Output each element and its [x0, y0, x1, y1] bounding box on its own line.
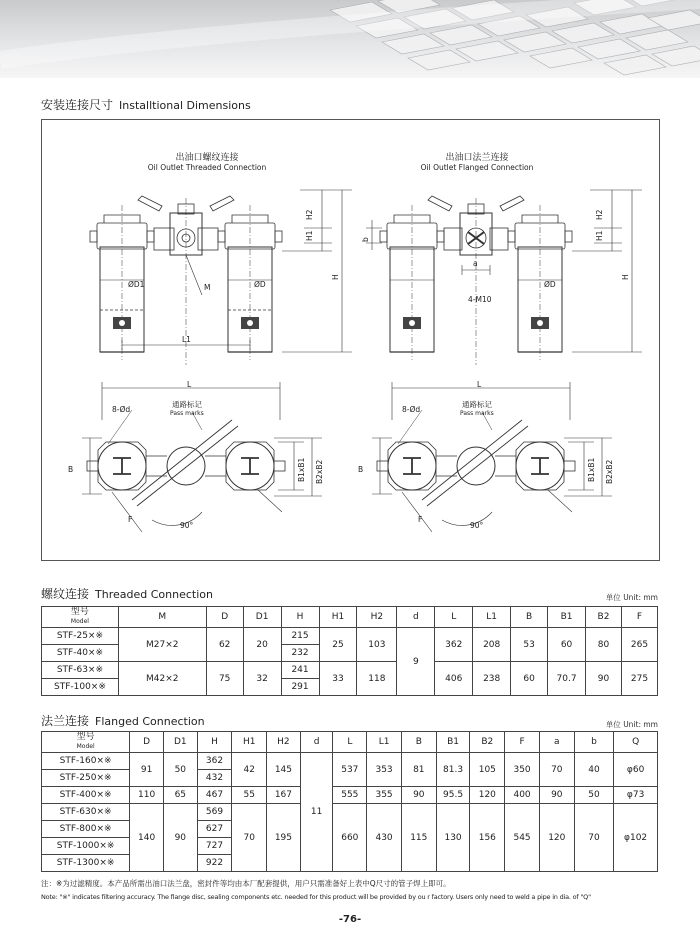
- flanged-unit: 单位 Unit: mm: [605, 720, 658, 729]
- col-header: H2: [357, 607, 397, 628]
- label-b2-flanged: B2xB2: [605, 459, 614, 484]
- cell-h: 569: [197, 804, 232, 821]
- cell-b: 90: [401, 787, 436, 804]
- table-row: [42, 804, 658, 821]
- cell-m: M27×2: [118, 628, 206, 662]
- cell-l: 362: [435, 628, 473, 662]
- cell-h1: 42: [232, 753, 267, 787]
- page-number: -76-: [338, 914, 362, 925]
- cell-b: 81: [401, 753, 436, 787]
- cell-a: 90: [539, 787, 574, 804]
- note-cn: 注：※为过滤精度。本产品所需出油口法兰盘，密封件等均由本厂配套提供，用户只需准备好上表中Q尺寸的管子焊上即可。: [41, 879, 451, 888]
- label-pass-cn-flanged: 通路标记: [462, 400, 492, 409]
- flanged-section-title: [41, 712, 205, 729]
- model-cell: STF-250×※: [42, 770, 130, 787]
- table-row: [42, 787, 658, 804]
- cell-f: 275: [621, 662, 657, 696]
- cell-h1: 70: [232, 804, 267, 872]
- label-h1: H1: [305, 230, 314, 241]
- cell-b: 53: [511, 628, 548, 662]
- cell-bb: 40: [574, 753, 614, 787]
- table-row: [42, 753, 658, 770]
- label-h: H: [331, 274, 340, 280]
- label-small-b: b: [361, 237, 370, 242]
- cell-f: 350: [505, 753, 540, 787]
- label-h2-flanged: H2: [595, 209, 604, 220]
- threaded-header-row: [42, 607, 658, 628]
- model-cell: STF-800×※: [42, 821, 130, 838]
- keyboard-graphic: [0, 0, 700, 78]
- cell-h2: 145: [267, 753, 301, 787]
- threaded-table: [41, 606, 658, 696]
- col-header: F: [621, 607, 657, 628]
- col-header: H1: [319, 607, 357, 628]
- model-cell: STF-160×※: [42, 753, 130, 770]
- cell-h: 291: [281, 679, 319, 696]
- cell-h: 922: [197, 855, 232, 872]
- cell-a: 70: [539, 753, 574, 787]
- label-l1: L1: [182, 335, 191, 344]
- label-b2: B2xB2: [315, 459, 324, 484]
- col-header: L1: [367, 732, 402, 753]
- cell-m: M42×2: [118, 662, 206, 696]
- flanged-header-row: [42, 732, 658, 753]
- install-title-cn: 安装连接尺寸: [41, 98, 114, 112]
- col-header: D1: [163, 732, 197, 753]
- col-header: B: [401, 732, 436, 753]
- cell-b2: 80: [586, 628, 622, 662]
- cell-d: 91: [130, 753, 164, 787]
- col-header: d: [397, 607, 435, 628]
- cell-bb: 50: [574, 787, 614, 804]
- cell-q: φ73: [614, 787, 658, 804]
- flanged-model-header: [42, 732, 130, 753]
- threaded-caption-en: Oil Outlet Threaded Connection: [147, 163, 267, 172]
- label-d: ØD: [254, 280, 266, 289]
- threaded-title-en: Threaded Connection: [95, 588, 213, 601]
- cell-l1: 208: [473, 628, 511, 662]
- install-title-en: Installtional Dimensions: [119, 99, 251, 112]
- cell-f: 545: [505, 804, 540, 872]
- cell-l1: 353: [367, 753, 402, 787]
- cell-h2: 118: [357, 662, 397, 696]
- label-holes-flanged: 8-Ød: [402, 405, 421, 414]
- label-b: B: [68, 465, 74, 474]
- label-angle: 90°: [180, 521, 194, 530]
- label-b-flanged: B: [358, 465, 364, 474]
- label-pass-en-flanged: Pass marks: [460, 410, 494, 417]
- threaded-caption-cn: 出油口螺纹连接: [175, 153, 239, 163]
- cell-d1: 20: [243, 628, 281, 662]
- label-l: L: [187, 380, 192, 389]
- cell-h2: 195: [267, 804, 301, 872]
- cell-h: 362: [197, 753, 232, 770]
- threaded-title-cn: 螺纹连接: [41, 587, 90, 601]
- model-cell: STF-100×※: [42, 679, 119, 696]
- cell-h2: 167: [267, 787, 301, 804]
- cell-l: 660: [333, 804, 367, 872]
- label-holes: 8-Ød: [112, 405, 131, 414]
- model-en: Model: [76, 743, 95, 750]
- col-header: b: [574, 732, 614, 753]
- label-d-flanged: ØD: [544, 280, 556, 289]
- col-header: Q: [614, 732, 658, 753]
- cell-d1: 90: [163, 804, 197, 872]
- model-cell: STF-25×※: [42, 628, 119, 645]
- col-header: d: [300, 732, 333, 753]
- cell-b2: 120: [470, 787, 505, 804]
- model-cn: 型号: [70, 607, 89, 617]
- cell-bb: 70: [574, 804, 614, 872]
- col-header: H: [197, 732, 232, 753]
- cell-b1: 95.5: [436, 787, 470, 804]
- cell-b: 115: [401, 804, 436, 872]
- label-l-flanged: L: [477, 380, 482, 389]
- col-header: D: [130, 732, 164, 753]
- cell-q: φ60: [614, 753, 658, 787]
- note-en: Note: "※" indicates filtering accuracy. The flange disc, sealing components etc. needed for this product will be provided by ou r factory. Users only need to weld a pipe in dia. of "Q": [41, 893, 591, 901]
- cell-b1: 130: [436, 804, 470, 872]
- threaded-unit: 单位 Unit: mm: [605, 593, 658, 602]
- cell-a: 120: [539, 804, 574, 872]
- col-header: H: [281, 607, 319, 628]
- col-header: B2: [470, 732, 505, 753]
- flanged-title-cn: 法兰连接: [41, 714, 90, 728]
- cell-f: 400: [505, 787, 540, 804]
- col-header: M: [118, 607, 206, 628]
- cell-h: 432: [197, 770, 232, 787]
- label-pass-cn: 通路标记: [172, 400, 202, 409]
- cell-h1: 55: [232, 787, 267, 804]
- flanged-title-en: Flanged Connection: [95, 715, 205, 728]
- model-cell: STF-1000×※: [42, 838, 130, 855]
- label-angle-flanged: 90°: [470, 521, 484, 530]
- cell-d: 75: [206, 662, 243, 696]
- model-cell: STF-630×※: [42, 804, 130, 821]
- cell-h: 467: [197, 787, 232, 804]
- flanged-table: [41, 731, 658, 872]
- cell-h1: 33: [319, 662, 357, 696]
- cell-h: 215: [281, 628, 319, 645]
- cell-d: 62: [206, 628, 243, 662]
- col-header: L: [435, 607, 473, 628]
- install-section-title: [41, 96, 251, 113]
- cell-d: 140: [130, 804, 164, 872]
- cell-b1: 60: [548, 628, 586, 662]
- col-header: D: [206, 607, 243, 628]
- cell-b2: 90: [586, 662, 622, 696]
- label-d1: ØD1: [128, 280, 145, 289]
- cell-f: 265: [621, 628, 657, 662]
- cell-b1: 70.7: [548, 662, 586, 696]
- cell-b: 60: [511, 662, 548, 696]
- header-banner: [0, 0, 700, 78]
- model-en: Model: [70, 618, 89, 625]
- technical-drawing: [42, 120, 659, 560]
- cell-h: 727: [197, 838, 232, 855]
- threaded-section-title: [41, 585, 213, 602]
- flanged-caption-cn: 出油口法兰连接: [445, 153, 509, 163]
- label-a: a: [473, 259, 478, 268]
- col-header: F: [505, 732, 540, 753]
- col-header: a: [539, 732, 574, 753]
- cell-b2: 105: [470, 753, 505, 787]
- table-row: [42, 662, 658, 679]
- model-cell: STF-63×※: [42, 662, 119, 679]
- flanged-caption-en: Oil Outlet Flanged Connection: [420, 163, 534, 172]
- col-header: L1: [473, 607, 511, 628]
- cell-d1: 32: [243, 662, 281, 696]
- label-b1-flanged: B1xB1: [587, 457, 596, 482]
- cell-h: 241: [281, 662, 319, 679]
- cell-h: 232: [281, 645, 319, 662]
- model-cell: STF-40×※: [42, 645, 119, 662]
- label-m10: 4-M10: [468, 295, 492, 304]
- cell-b1: 81.3: [436, 753, 470, 787]
- col-header: H2: [267, 732, 301, 753]
- cell-h2: 103: [357, 628, 397, 662]
- col-header: B2: [586, 607, 622, 628]
- cell-h1: 25: [319, 628, 357, 662]
- col-header: B: [511, 607, 548, 628]
- model-cell: STF-400×※: [42, 787, 130, 804]
- cell-l1: 430: [367, 804, 402, 872]
- label-pass-en: Pass marks: [170, 410, 204, 417]
- cell-d1: 65: [163, 787, 197, 804]
- model-cn: 型号: [76, 732, 95, 742]
- model-cell: STF-1300×※: [42, 855, 130, 872]
- cell-d: 110: [130, 787, 164, 804]
- col-header: D1: [243, 607, 281, 628]
- col-header: L: [333, 732, 367, 753]
- col-header: B1: [436, 732, 470, 753]
- cell-l: 406: [435, 662, 473, 696]
- cell-d1: 50: [163, 753, 197, 787]
- label-h-flanged: H: [621, 274, 630, 280]
- label-h1-flanged: H1: [595, 230, 604, 241]
- cell-l: 555: [333, 787, 367, 804]
- col-header: B1: [548, 607, 586, 628]
- label-f: F: [128, 515, 133, 524]
- cell-h: 627: [197, 821, 232, 838]
- col-header: H1: [232, 732, 267, 753]
- cell-l1: 238: [473, 662, 511, 696]
- label-h2: H2: [305, 209, 314, 220]
- cell-small-d: 9: [397, 628, 435, 696]
- threaded-model-header: [42, 607, 119, 628]
- table-row: [42, 628, 658, 645]
- cell-l: 537: [333, 753, 367, 787]
- cell-small-d: 11: [300, 753, 333, 872]
- label-m: M: [204, 283, 211, 292]
- cell-b2: 156: [470, 804, 505, 872]
- drawing-panel: [41, 119, 660, 561]
- label-f-flanged: F: [418, 515, 423, 524]
- cell-q: φ102: [614, 804, 658, 872]
- label-b1: B1xB1: [297, 457, 306, 482]
- cell-l1: 355: [367, 787, 402, 804]
